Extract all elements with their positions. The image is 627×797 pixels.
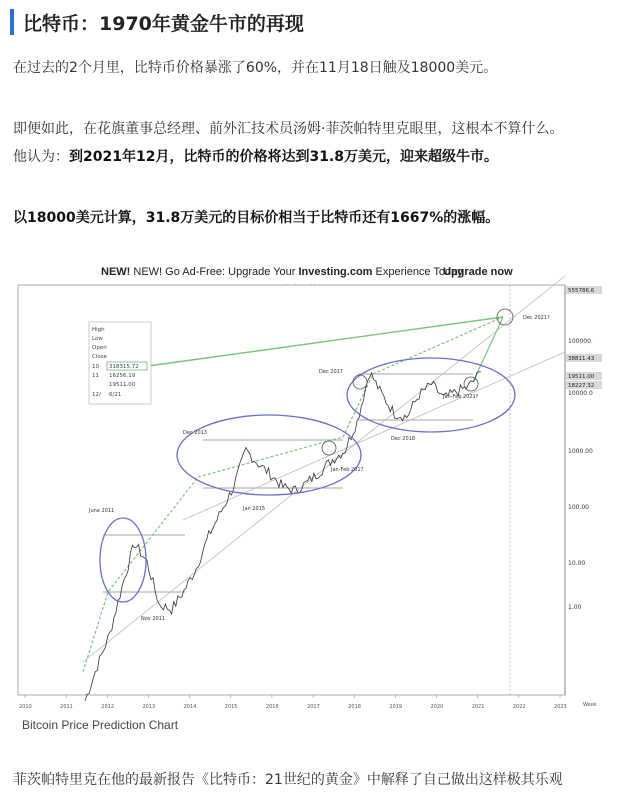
x-axis-label: Week <box>583 702 597 708</box>
ohlc-label-close: Close <box>92 354 107 360</box>
price-tag-2: 38811.43 <box>568 356 595 362</box>
price-tag-4: 18227.32 <box>568 383 595 389</box>
upgrade-now-link[interactable]: Upgrade now <box>443 266 513 278</box>
annotation-jan-2015: Jan 2015 <box>243 506 266 512</box>
x-tick-label: 2013 <box>142 704 156 710</box>
x-tick-label: 2022 <box>512 704 526 710</box>
y-tick-100000: 100000. <box>568 338 593 345</box>
ohlc-value-10: 318315.72 <box>109 364 139 370</box>
ohlc-value-11: 16256.19 <box>109 373 136 379</box>
ohlc-box <box>89 322 151 404</box>
x-axis <box>19 695 567 710</box>
paragraph-1: 在过去的2个月里，比特币价格暴涨了60%，并在11月18日触及18000美元。 <box>13 60 498 76</box>
x-tick-label: 2021 <box>471 704 485 710</box>
y-tick-10000: 10000.0 <box>568 390 593 397</box>
ohlc-label-11: 11 <box>92 373 99 379</box>
ohlc-value-12: 6/21 <box>109 392 122 398</box>
annotation-dec-2021: Dec 2021? <box>523 315 550 321</box>
y-tick-1: 1.00 <box>568 604 582 611</box>
y-tick-10: 10.00 <box>568 560 586 567</box>
y-tick-1000: 1000.00 <box>568 448 593 455</box>
x-tick-label: 2016 <box>265 704 279 710</box>
annotation-june-2011: June 2011 <box>89 508 115 514</box>
x-tick-label: 2015 <box>224 704 238 710</box>
price-tag-3: 19511.00 <box>568 374 595 380</box>
ohlc-label-high: High <box>92 327 105 333</box>
x-tick-label: 2018 <box>348 704 361 710</box>
ohlc-label-open: Open <box>92 345 107 351</box>
x-tick-label: 2012 <box>101 704 115 710</box>
chart-caption: Bitcoin Price Prediction Chart <box>22 718 179 732</box>
x-tick-label: 2019 <box>389 704 403 710</box>
annotation-dec-2013: Dec 2013 <box>183 430 207 436</box>
paragraph-4: 以18000美元计算，31.8万美元的目标价相当于比特币还有1667%的涨幅。 <box>13 210 500 226</box>
x-tick-label: 2010 <box>19 704 32 710</box>
banner-suffix: Experience Today <box>375 266 463 278</box>
paragraph-2: 即便如此，在花旗董事总经理、前外汇技术员汤姆·菲茨帕特里克眼里，这根本不算什么。 <box>13 121 564 137</box>
x-tick-label: 2017 <box>307 704 320 710</box>
banner-prefix: NEW! Go Ad-Free: Upgrade Your <box>133 266 299 278</box>
heading-title: 比特币：1970年黄金牛市的再现 <box>23 12 304 35</box>
ohlc-label-12: 12/ <box>92 392 101 398</box>
bitcoin-chart <box>13 262 603 714</box>
price-tag-1: 555786.6 <box>568 288 595 294</box>
paragraph-5: 菲茨帕特里克在他的最新报告《比特币：21世纪的黄金》中解释了自己做出这样极其乐观 <box>13 772 563 788</box>
section-heading <box>10 7 304 37</box>
banner-brand: Investing.com <box>298 266 373 278</box>
annotation-dec-2017: Dec 2017 <box>319 369 343 375</box>
annotation-nov-2011: Nov 2011 <box>141 616 166 622</box>
ohlc-label-10: 10 <box>92 364 99 370</box>
x-tick-label: 2020 <box>430 704 444 710</box>
x-tick-label: 2011 <box>60 704 73 710</box>
annotation-jan-feb-2021: Jan-Feb 2021? <box>443 394 479 400</box>
annotation-jan-feb-2017: Jan-Feb 2017 <box>331 467 364 473</box>
x-tick-label: 2023 <box>554 704 567 710</box>
ohlc-value-close: 19511.00 <box>109 382 136 388</box>
x-tick-label: 2014 <box>183 704 197 710</box>
paragraph-3-bold: 到2021年12月，比特币的价格将达到31.8万美元，迎来超级牛市。 <box>69 149 498 165</box>
y-tick-100: 100.00 <box>568 504 589 511</box>
annotation-dec-2018: Dec 2018 <box>391 436 415 442</box>
paragraph-3 <box>13 147 498 167</box>
ohlc-label-low: Low <box>92 336 103 342</box>
banner-new: NEW! <box>101 266 131 278</box>
paragraph-3-prefix: 他认为： <box>13 149 69 165</box>
heading-accent-bar <box>10 9 14 35</box>
ad-banner[interactable] <box>101 266 463 278</box>
